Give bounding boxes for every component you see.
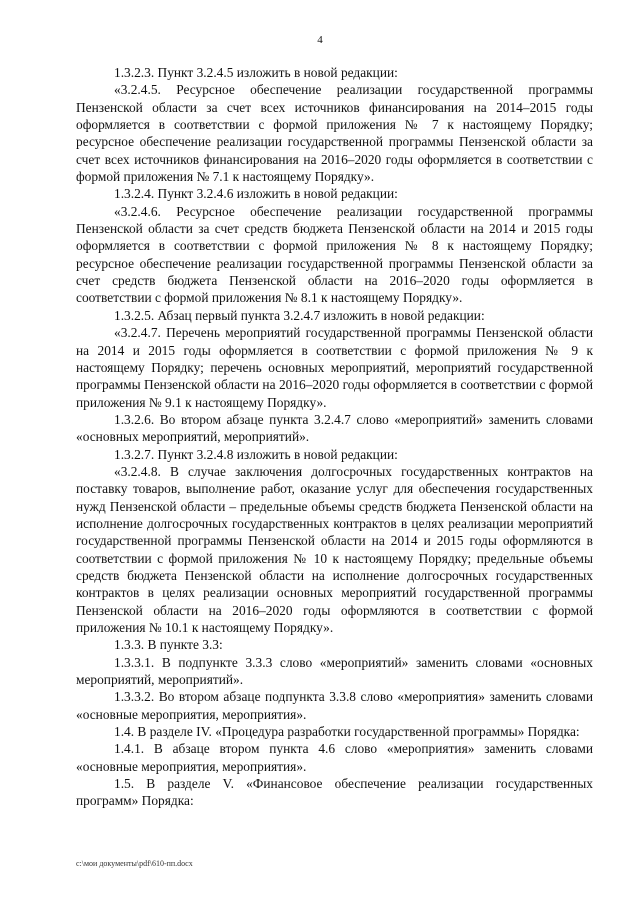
paragraph-1-4: 1.4. В разделе IV. «Процедура разработки государственной программы» Порядка: bbox=[114, 724, 580, 740]
paragraph-1-3-3: 1.3.3. В пункте 3.3: bbox=[114, 637, 223, 653]
paragraph-1-3-2-3: 1.3.2.3. Пункт 3.2.4.5 изложить в новой редакции: bbox=[114, 65, 398, 80]
document-body bbox=[76, 64, 593, 810]
paragraph-1-3-2-6: 1.3.2.6. Во втором абзаце пункта 3.2.4.7 слово «мероприятий» заменить словами «основных мероприятий, мероприятий». bbox=[76, 411, 593, 445]
paragraph-3-2-4-6: «3.2.4.6. Ресурсное обеспечение реализации государственной программы Пензенской области за счет средств бюджета Пензенской области на 2014 и 2015 годы оформляется в соответствии с формой приложения № 8 к настоящему Порядку; ресурсное обеспечение реализации государственной программы Пензенской области за счет средств бюджета Пензенской области на 2016–2020 годы оформляется в соответствии с формой приложения № 8.1 к настоящему Порядку». bbox=[76, 203, 593, 306]
paragraph-3-2-4-5: «3.2.4.5. Ресурсное обеспечение реализации государственной программы Пензенской области за счет всех источников финансирования на 2014–2015 годы оформляется в соответствии с формой приложения № 7 к настоящему Порядку; ресурсное обеспечение реализации государственной программы Пензенской области за счет всех источников финансирования на 2016–2020 годы оформляется в соответствии с формой приложения № 7.1 к настоящему Порядку». bbox=[76, 82, 593, 185]
paragraph-1-5: 1.5. В разделе V. «Финансовое обеспечение реализации государственных программ» Порядка: bbox=[76, 776, 593, 809]
paragraph-3-2-4-8: «3.2.4.8. В случае заключения долгосрочных государственных контрактов на поставку товаров, выполнение работ, оказание услуг для обеспечения государственных нужд Пензенской области – предельные объемы средств бюджета Пензенской области на исполнение долгосрочных государственных контрактов в целях реализации мероприятий государственной программы Пензенской области на 2014 и 2015 годы оформляются в соответствии с формой приложения № 10 к настоящему Порядку; предельные объемы средств бюджета Пензенской области на исполнение долгосрочных государственных контрактов в целях реализации основных мероприятий государственной программы Пензенской области на 2016–2020 годы оформляются в соответствии с формой приложения № 10.1 к настоящему Порядку». bbox=[76, 463, 593, 635]
paragraph-3-2-4-7: «3.2.4.7. Перечень мероприятий государственной программы Пензенской области на 2014 и 2015 годы оформляется в соответствии с формой приложения № 9 к настоящему Порядку; перечень основных мероприятий, мероприятий государственной программы Пензенской области на 2016–2020 годы оформляется в соответствии с формой приложения № 9.1 к настоящему Порядку». bbox=[76, 325, 593, 410]
paragraph-1-3-2-7: 1.3.2.7. Пункт 3.2.4.8 изложить в новой редакции: bbox=[114, 446, 398, 462]
footer-file-path: c:\мои документы\pdf\610-пп.docx bbox=[76, 859, 193, 868]
paragraph-1-4-1: 1.4.1. В абзаце втором пункта 4.6 слово «мероприятия» заменить словами «основные мероприятия, мероприятия». bbox=[76, 741, 593, 774]
paragraph-1-3-2-5: 1.3.2.5. Абзац первый пункта 3.2.4.7 изложить в новой редакции: bbox=[114, 307, 485, 323]
paragraph-1-3-3-1: 1.3.3.1. В подпункте 3.3.3 слово «мероприятий» заменить словами «основных мероприятий, мероприятий». bbox=[76, 654, 593, 688]
page-number: 4 bbox=[317, 34, 323, 46]
paragraph-1-3-2-4: 1.3.2.4. Пункт 3.2.4.6 изложить в новой редакции: bbox=[114, 186, 398, 202]
paragraph-1-3-3-2: 1.3.3.2. Во втором абзаце подпункта 3.3.8 слово «мероприятия» заменить словами «основные мероприятия, мероприятия». bbox=[76, 689, 593, 722]
